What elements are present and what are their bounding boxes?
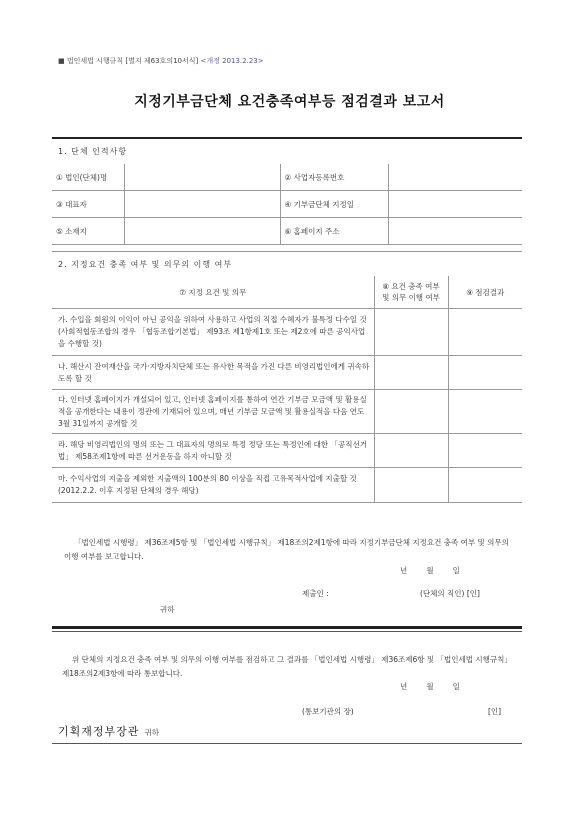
table-header-row <box>52 276 522 309</box>
form-reference <box>58 56 264 66</box>
result-na[interactable] <box>448 356 522 390</box>
report-statement: 「법인세법 시행령」 제36조제5항 및 「법인세법 시행규칙」 제18조의2제1항에 따라 지정기부금단체 지정요건 충족 여부 및 의무의 이행 여부를 보고합니다. <box>64 538 509 561</box>
table-row <box>52 468 522 503</box>
bullet-square-icon: ■ <box>58 57 65 65</box>
label-representative: ③ 대표자 <box>52 191 124 218</box>
requirement-ga: 가. 수입을 회원의 이익이 아닌 공익을 위하여 사용하고 사업의 직접 수혜자가 불특정 다수일 것(사회적협동조합의 경우 「협동조합기본법」 제93조 제1항제1호 또는 제2호에 따른 공익사업을 수행할 것) <box>52 309 374 356</box>
table-row <box>52 434 522 468</box>
compliance-ga[interactable] <box>374 309 448 356</box>
value-business-number[interactable] <box>388 164 522 191</box>
value-address[interactable] <box>124 218 280 245</box>
value-homepage[interactable] <box>388 218 522 245</box>
requirement-da: 다. 인터넷 홈페이지가 개설되어 있고, 인터넷 홈페이지를 통하여 연간 기부금 모금액 및 활용실적을 공개한다는 내용이 정관에 기재되어 있으며, 매년 기부금 모금액 및 활용실적을 다음 연도 3월 31일까지 공개할 것 <box>52 390 374 434</box>
result-ra[interactable] <box>448 434 522 468</box>
label-designation-date: ④ 기부금단체 지정일 <box>280 191 388 218</box>
requirements-table <box>52 276 522 503</box>
col-compliance: ⑧ 요건 충족 여부 및 의무 이행 여부 <box>374 276 448 309</box>
table-row <box>52 309 522 356</box>
result-ma[interactable] <box>448 468 522 503</box>
final-recipient <box>58 720 159 739</box>
submitter-label: 제출인 : <box>302 589 329 598</box>
result-da[interactable] <box>448 390 522 434</box>
table-row <box>52 218 522 245</box>
divider-rule <box>52 626 522 629</box>
requirement-na: 나. 해산시 잔여재산을 국가·지방자치단체 또는 유사한 목적을 가진 다른 비영리법인에게 귀속하도록 할 것 <box>52 356 374 390</box>
value-org-name[interactable] <box>124 164 280 191</box>
compliance-da[interactable] <box>374 390 448 434</box>
notice-date[interactable]: 년 월 일 <box>400 682 460 691</box>
compliance-na[interactable] <box>374 356 448 390</box>
col-inspection-result: ⑨ 점검결과 <box>448 276 522 309</box>
top-rule <box>52 137 522 139</box>
notifying-org-seal[interactable]: [인] <box>488 707 502 716</box>
compliance-ma[interactable] <box>374 468 448 503</box>
section-divider <box>52 251 522 252</box>
label-address: ⑤ 소재지 <box>52 218 124 245</box>
label-business-number: ② 사업자등록번호 <box>280 164 388 191</box>
table-row <box>52 164 522 191</box>
value-representative[interactable] <box>124 191 280 218</box>
section2-heading: 2. 지정요건 충족 여부 및 의무의 이행 여부 <box>58 260 233 269</box>
report-date[interactable]: 년 월 일 <box>400 566 460 575</box>
value-designation-date[interactable] <box>388 191 522 218</box>
notifying-org-label: (통보기관의 장) <box>302 707 354 716</box>
result-ga[interactable] <box>448 309 522 356</box>
requirement-ma: 마. 수익사업의 지출을 제외한 지출액의 100분의 80 이상을 직접 고유목적사업에 지출할 것(2012.2.2. 이후 지정된 단체의 경우 해당) <box>52 468 374 503</box>
page-title: 지정기부금단체 요건충족여부등 점검결과 보고서 <box>134 94 445 110</box>
notice-statement: 위 단체의 지정요건 충족 여부 및 의무의 이행 여부를 점검하고 그 결과를 「법인세법 시행령」 제36조제6항 및 「법인세법 시행규칙」 제18조의2제3항에 따라 통보합니다. <box>62 655 512 678</box>
divider-rule-thin <box>52 631 522 632</box>
final-recipient-name: 기획재정부장관 <box>58 725 140 738</box>
org-info-table <box>52 164 522 245</box>
col-requirements: ⑦ 지정 요건 및 의무 <box>52 276 374 309</box>
label-org-name: ① 법인(단체)명 <box>52 164 124 191</box>
requirement-ra: 라. 해당 비영리법인의 명의 또는 그 대표자의 명의로 특정 정당 또는 특정인에 대한 「공직선거법」 제58조제1항에 따른 선거운동을 하지 아니할 것 <box>52 434 374 468</box>
table-row <box>52 191 522 218</box>
final-recipient-suffix: 귀하 <box>144 728 159 737</box>
compliance-ra[interactable] <box>374 434 448 468</box>
table-row <box>52 390 522 434</box>
bottom-rule <box>52 743 522 744</box>
label-homepage: ⑥ 홈페이지 주소 <box>280 218 388 245</box>
revision-date: <개정 2013.2.23> <box>200 57 264 65</box>
form-number: 법인세법 시행규칙 [별지 제63호의10서식] <box>66 57 199 65</box>
table-row <box>52 356 522 390</box>
recipient: 귀하 <box>160 605 175 614</box>
section1-heading: 1. 단체 인적사항 <box>58 147 128 156</box>
submitter-seal[interactable]: (단체의 직인) [인] <box>420 589 480 598</box>
